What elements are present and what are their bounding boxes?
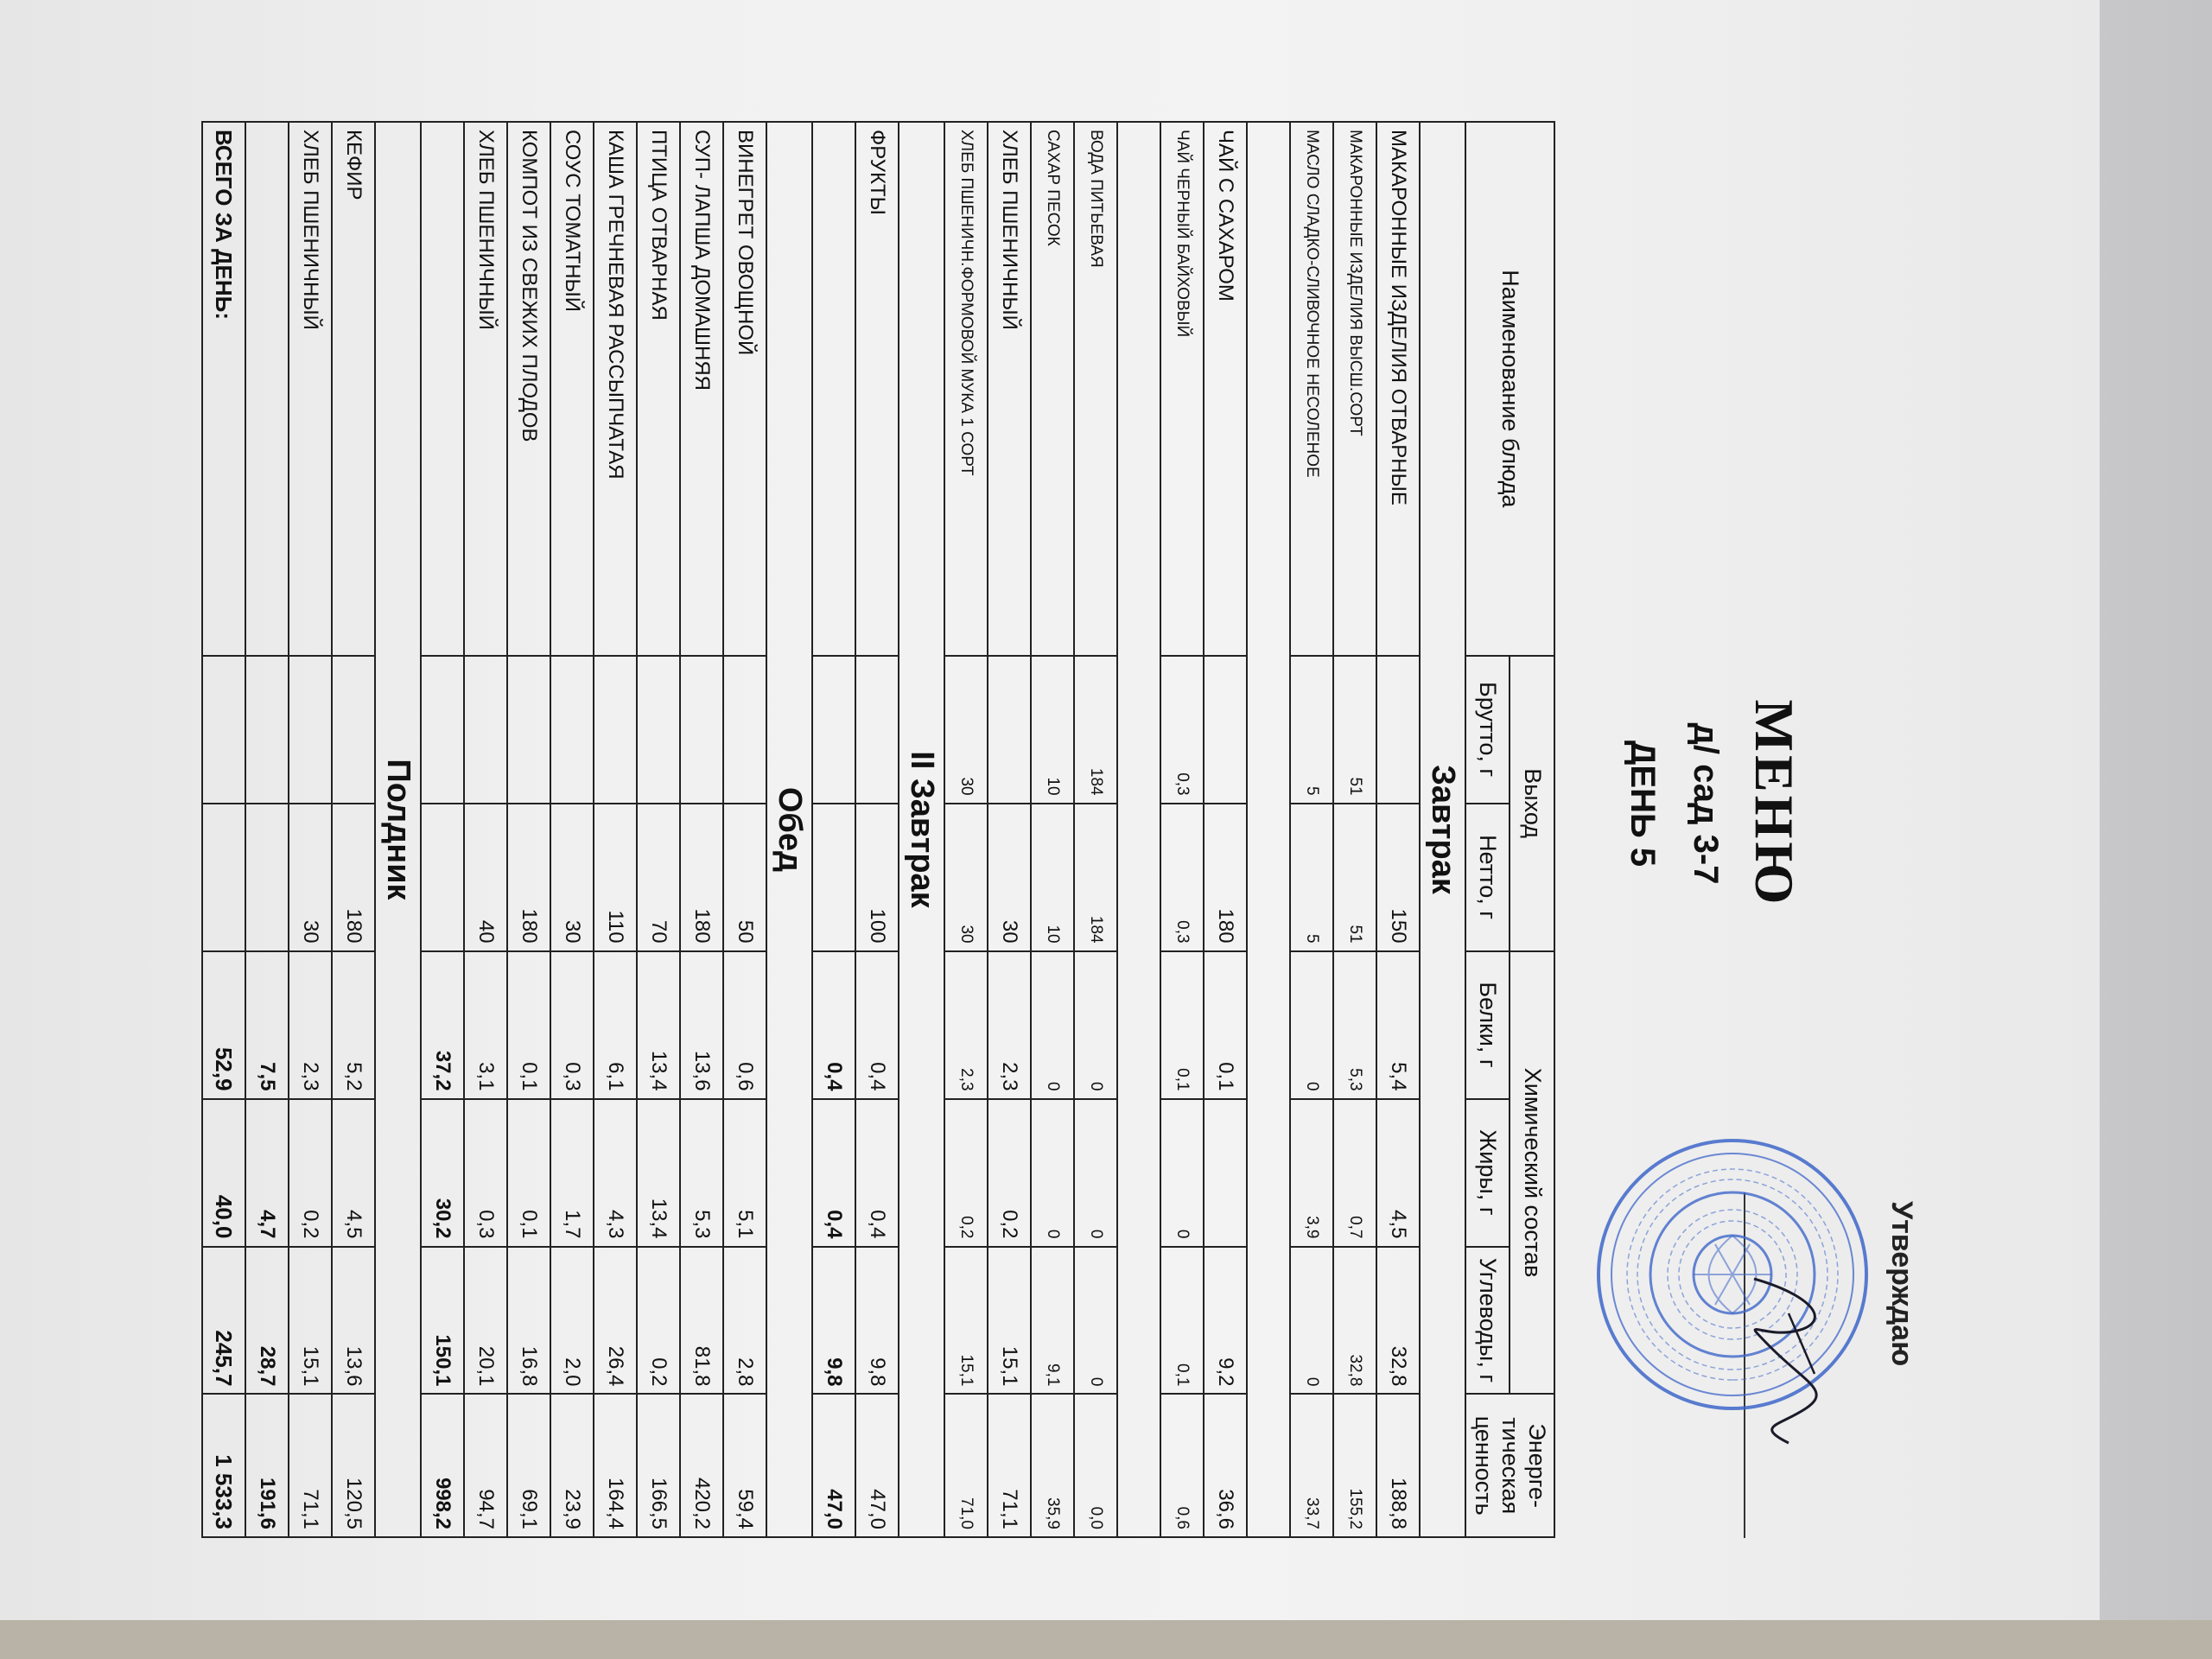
table-row: МАСЛО СЛАДКО-СЛИВОЧНОЕ НЕСОЛЕНОЕ 5 5 0 3,9 0 33,7 [1290,122,1333,1537]
table-row: КАША ГРЕЧНЕВАЯ РАССЫПЧАТАЯ 110 6,1 4,3 26,4 164,4 [594,122,637,1537]
header-protein: Белки, г [1465,951,1510,1099]
subtotal-row: 37,2 30,2 150,1 998,2 [421,122,464,1537]
subtotal-row: 0,4 0,4 9,8 47,0 [812,122,855,1537]
table-row: МАКАРОННЫЕ ИЗДЕЛИЯ ВЫСШ.СОРТ 51 51 5,3 0,7 32,8 155,2 [1333,122,1376,1537]
day-total-row: ВСЕГО ЗА ДЕНЬ: 52,9 40,0 245,7 1 533,3 [202,122,245,1537]
section-breakfast: Завтрак [1420,122,1465,1537]
table-row: СОУС ТОМАТНЫЙ 30 0,3 1,7 2,0 23,9 [550,122,594,1537]
table-row: ФРУКТЫ 100 0,4 0,4 9,8 47,0 [855,122,899,1537]
header-name: Наименование блюда [1465,122,1554,656]
table-row: ХЛЕБ ПШЕНИЧНЫЙ 40 3,1 0,3 20,1 94,7 [464,122,507,1537]
subtotal-row: 7,5 4,7 28,7 191,6 [245,122,289,1537]
table-surface [0,1620,2212,1659]
header-brutto: Брутто, г [1465,656,1510,804]
row-gap [1247,122,1290,1537]
approval-label: Утверждаю [1885,1201,1918,1367]
table-row: ХЛЕБ ПШЕНИЧНЫЙ 30 2,3 0,2 15,1 71,1 [988,122,1031,1537]
menu-table [201,121,1555,1538]
table-row: ХЛЕБ ПШЕНИЧНЫЙ 30 2,3 0,2 15,1 71,1 [289,122,332,1537]
section-breakfast2: II Завтрак [899,122,944,1537]
table-row: ХЛЕБ ПШЕНИЧН.ФОРМОВОЙ МУКА 1 СОРТ 30 30 2,3 0,2 15,1 71,0 [944,122,988,1537]
section-snack: Полдник [375,122,421,1537]
table-row: ПТИЦА ОТВАРНАЯ 70 13,4 13,4 0,2 166,5 [637,122,680,1537]
table-row: ЧАЙ ЧЕРНЫЙ БАЙХОВЫЙ 0,3 0,3 0,1 0 0,1 0,6 [1160,122,1204,1537]
table-row: СУП- ЛАПША ДОМАШНЯЯ 180 13,6 5,3 81,8 420,2 [680,122,723,1537]
header-carb: Углеводы, г [1465,1247,1510,1395]
row-gap [1117,122,1160,1537]
table-row: КОМПОТ ИЗ СВЕЖИХ ПЛОДОВ 180 0,1 0,1 16,8 69,1 [507,122,550,1537]
kindergarten-group: д/ сад 3-7 [1687,722,1725,885]
header-fat: Жиры, г [1465,1099,1510,1247]
header-chem: Химический состав [1510,951,1555,1395]
table-row: МАКАРОННЫЕ ИЗДЕЛИЯ ОТВАРНЫЕ 150 5,4 4,5 32,8 188,8 [1376,122,1420,1537]
title-block [1623,26,1806,1581]
header-energy: Энерге- тическая ценность [1465,1394,1554,1537]
table-row: КЕФИР 180 5,2 4,5 13,6 120,5 [332,122,375,1537]
section-lunch: Обед [766,122,812,1537]
menu-page [0,26,1970,1581]
table-row: САХАР ПЕСОК 10 10 0 0 9,1 35,9 [1031,122,1074,1537]
menu-title: МЕНЮ [1744,699,1805,908]
header-netto: Нетто, г [1465,804,1510,951]
header-output: Выход [1510,656,1555,951]
table-row: ЧАЙ С САХАРОМ 180 0,1 9,2 36,6 [1204,122,1247,1537]
menu-day: ДЕНЬ 5 [1624,740,1662,868]
table-row: ВОДА ПИТЬЕВАЯ 184 184 0 0 0 0,0 [1074,122,1117,1537]
table-row: ВИНЕГРЕТ ОВОЩНОЙ 50 0,6 5,1 2,8 59,4 [723,122,766,1537]
